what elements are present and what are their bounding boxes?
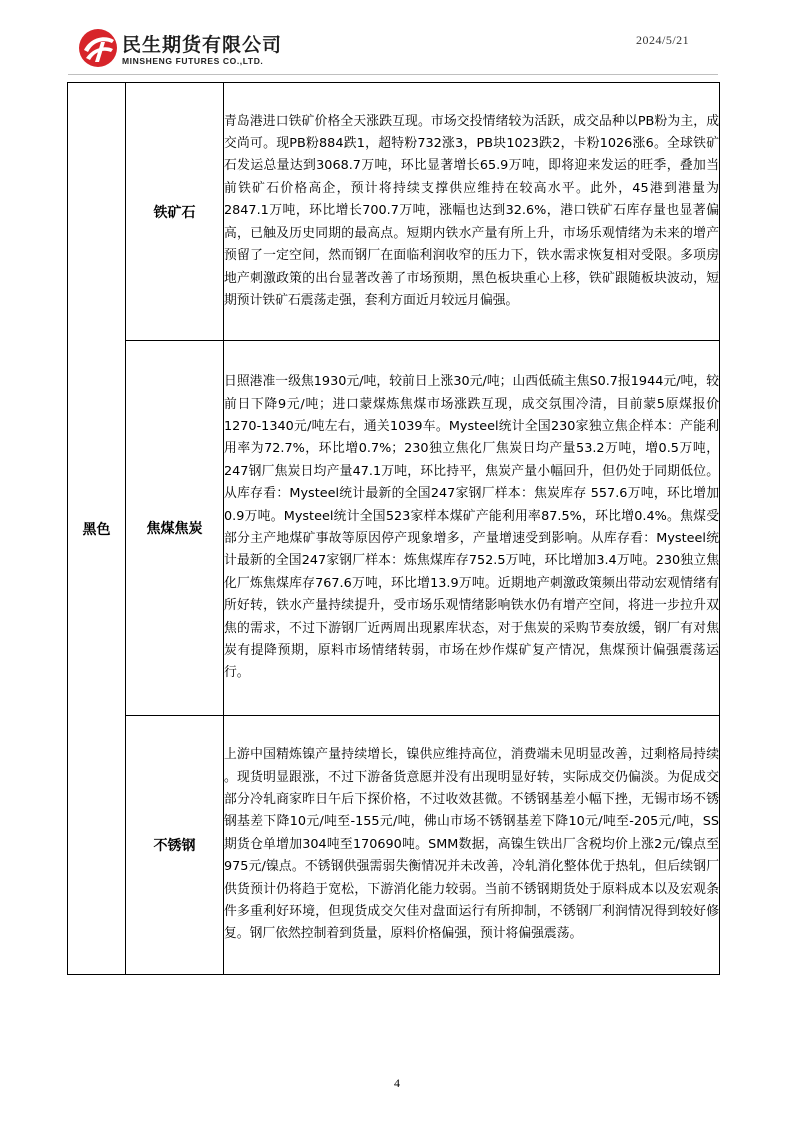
- commodity-analysis: 上游中国精炼镍产量持续增长，镍供应维持高位，消费端未见明显改善，过剩格局持续 。现货明显跟涨，不过下游备货意愿并没有出现明显好转，实际成交仍偏淡。为促成交部分冷轧商家昨日午后下探价格，不过收效甚微。不锈钢基差小幅下挫，无锡市场不锈钢基差下降10元/吨至-155元/吨，佛山市场不锈钢基差下降10元/吨至-205元/吨，SS期货仓单增加304吨至170690吨。SMM数据，高镍生铁出厂含税均价上涨2元/镍点至975元/镍点。不锈钢供强需弱失衡情况并未改善，冷轧消化整体优于热轧，但后续钢厂供货预计仍将趋于宽松，下游消化能力较弱。当前不锈钢期货处于原料成本以及宏观条件多重利好环境，但现货成交欠佳对盘面运行有所抑制，不锈钢厂利润情况得到较好修复。钢厂依然控制着到货量，原料价格偏强，预计将偏强震荡。: [224, 716, 720, 975]
- commodity-name: 焦煤焦炭: [126, 341, 224, 716]
- category-cell: 黑色: [68, 83, 126, 975]
- table-row: [68, 83, 720, 341]
- table-row: [68, 341, 720, 716]
- table-row: [68, 716, 720, 975]
- company-name-en: MINSHENG FUTURES CO.,LTD.: [122, 56, 264, 66]
- minsheng-logo-icon: [78, 28, 118, 68]
- header-divider: [68, 74, 718, 75]
- commodity-analysis: 青岛港进口铁矿价格全天涨跌互现。市场交投情绪较为活跃，成交品种以PB粉为主，成交尚可。现PB粉884跌1，超特粉732涨3，PB块1023跌2，卡粉1026涨6。全球铁矿石发运总量达到3068.7万吨，环比显著增长65.9万吨，即将迎来发运的旺季，叠加当前铁矿石价格高企，预计将持续支撑供应维持在较高水平。此外，45港到港量为2847.1万吨，环比增长700.7万吨，涨幅也达到32.6%，港口铁矿石库存量也显著偏高，已触及历史同期的最高点。短期内铁水产量有所上升，市场乐观情绪为未来的增产预留了一定空间，然而钢厂在面临利润收窄的压力下，铁水需求恢复相对受限。多项房地产刺激政策的出台显著改善了市场预期，黑色板块重心上移，铁矿跟随板块波动，短期预计铁矿石震荡走强，套利方面近月较远月偏强。: [224, 83, 720, 341]
- commodity-analysis: 日照港准一级焦1930元/吨，较前日上涨30元/吨；山西低硫主焦S0.7报1944元/吨，较前日下降9元/吨；进口蒙煤炼焦煤市场涨跌互现，成交氛围冷清，目前蒙5原煤报价1270-1340元/吨左右，通关1039车。Mysteel统计全国230家独立焦企样本：产能利用率为72.7%，环比增0.7%；230独立焦化厂焦炭日均产量53.2万吨，增0.5万吨，247钢厂焦炭日均产量47.1万吨，环比持平，焦炭产量小幅回升，但仍处于同期低位。从库存看：Mysteel统计最新的全国247家钢厂样本：焦炭库存 557.6万吨，环比增加0.9万吨。Mysteel统计全国523家样本煤矿产能利用率87.5%，环比增0.4%。焦煤受部分主产地煤矿事故等原因停产现象增多，产量增速受到影响。从库存看：Mysteel统计最新的全国247家钢厂样本：炼焦煤库存752.5万吨，环比增加3.4万吨。230独立焦化厂炼焦煤库存767.6万吨，环比增13.9万吨。近期地产刺激政策频出带动宏观情绪有所好转，铁水产量持续提升，受市场乐观情绪影响铁水仍有增产空间，将进一步拉升双焦的需求，不过下游钢厂近两周出现累库状态，对于焦炭的采购节奏放缓，钢厂有对焦炭有提降预期，原料市场情绪转弱，市场在炒作煤矿复产情况，焦煤预计偏强震荡运行。: [224, 341, 720, 716]
- company-logo: [78, 26, 318, 72]
- report-date: 2024/5/21: [636, 33, 690, 47]
- commodity-table: [67, 82, 720, 975]
- page-number: 4: [394, 1076, 400, 1090]
- company-name-cn: 民生期货有限公司: [122, 34, 283, 56]
- commodity-name: 不锈钢: [126, 716, 224, 975]
- commodity-name: 铁矿石: [126, 83, 224, 341]
